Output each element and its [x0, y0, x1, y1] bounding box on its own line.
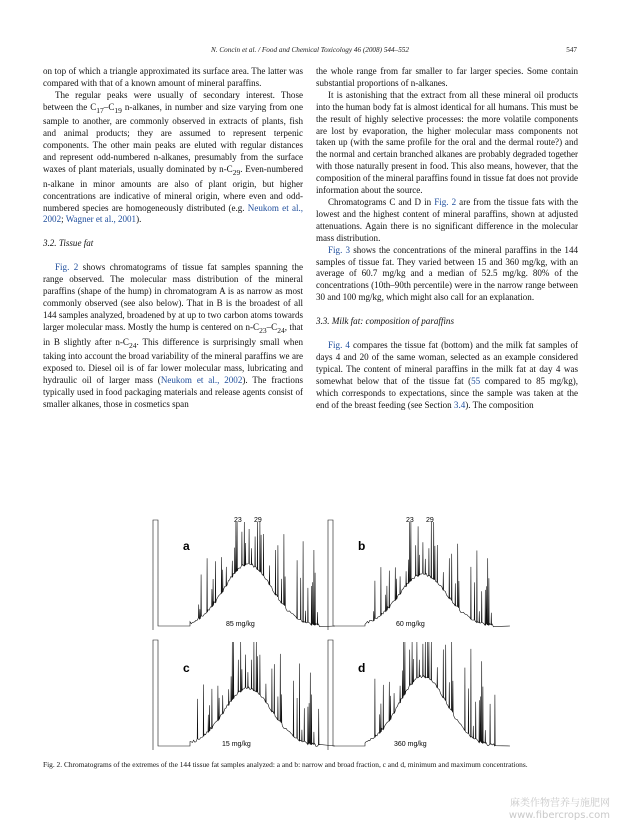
citation-link[interactable]: Neukom et al., 2002 [43, 202, 303, 225]
watermark-line: www.fibercrops.com [508, 810, 610, 821]
running-title: N. Concin et al. / Food and Chemical Toxicology 46 (2008) 544–552 [211, 46, 409, 54]
chromatogram-panel-d [328, 640, 510, 750]
watermark-line: 麻类作物营养与施肥网 [510, 798, 610, 809]
paragraph: the whole range from far smaller to far larger species. Some contain substantial proportions of n-alkanes. [316, 66, 578, 88]
left-column [43, 66, 303, 411]
peak-label-23: 23 [406, 517, 414, 524]
right-column [316, 66, 578, 411]
chromatogram-trace [328, 640, 510, 750]
chromatogram-trace [153, 640, 335, 750]
section-heading: 3.3. Milk fat: composition of paraffins [316, 316, 454, 327]
paragraph: on top of which a triangle approximated its surface area. The latter was compared with that of a known amount of mineral paraffins. [43, 66, 303, 88]
peak-label-29: 29 [426, 517, 434, 524]
figure-caption: Fig. 2. Chromatograms of the extremes of the 144 tissue fat samples analyzed: a and b: narrow and broad fraction, c and d, minimum and maximum concentrations. [43, 760, 528, 769]
panel-letter: a [183, 539, 190, 553]
citation-link[interactable]: Neukom et al., 2002 [160, 375, 243, 386]
figure-2 [150, 512, 550, 757]
panel-concentration: 360 mg/kg [394, 741, 427, 748]
chromatogram-panel-c [153, 640, 335, 750]
paragraph: The regular peaks were usually of secondary interest. Those between the $C_{17}-C_{19}$ n-alkanes, in number and size varying from one sample to another, are commonly observed in extracts of plants, fish and animal products; they are assumed to represent terpenic components. The other main peaks are eluted with regular distances and represent odd-numbered n-alkanes, presumably from the surface waxes of plant materials, usually dominated by $n-C_{29}$. Even-numbered n-alkane in minor amounts are also of plant origin, but higher concentrations are indicative of mineral origin, where even and odd-numbered species are homogeneously distributed (e.g. Neukom et al., 2002; Wagner et al., 2001). [43, 89, 303, 225]
paragraph: It is astonishing that the extract from all these mineral oil products into the human body fat is almost identical for all humans. This must be the result of highly selective processes: the more volatile components are lost by evaporation, the higher molecular mass components not taken up (with the same profile for the oral and the dermal route?) and the normal and certain branched alkanes are probably degraded together with those naturally present in food. This also means, however, that the composition of the mineral paraffins found in tissue fat does not provide information about the source. [316, 89, 578, 196]
chromatogram-trace [153, 520, 335, 630]
chromatogram-panel-b [328, 517, 510, 630]
section-link[interactable]: 3.4 [453, 399, 466, 410]
chromatogram-trace [328, 520, 510, 630]
paragraph: Fig. 2 shows chromatograms of tissue fat samples spanning the range observed. The molecular mass distribution of the mineral paraffins (shape of the hump) in chromatogram A is as narrow as most commonly observed (see also below). That in B is the broadest of all 144 samples analyzed, broadened by at up to two carbon atoms towards larger molecular mass. Mostly the hump is centered on $n-C_{23}-C_{24}$, that in B slightly after $n-C_{24}$. This difference is surprisingly small when taking into account the broad variability of the mineral paraffins we are exposed to. Diesel oil is of far lower molecular mass, lubricating and hydraulic oil of larger mass (Neukom et al., 2002). The fractions typically used in food packaging materials and release agents consist of smaller alkanes, those in cosmetics span [43, 262, 303, 409]
watermark [509, 798, 610, 822]
paragraph: Fig. 3 shows the concentrations of the mineral paraffins in the 144 samples of tissue fat. They varied between 15 and 360 mg/kg, with an average of 60.7 mg/kg and a median of 52.5 mg/kg. 80% of the concentrations (10th–90th percentile) were in the narrow range between 30 and 100 mg/kg, which might also call for an explanation. [316, 244, 578, 303]
panel-concentration: 85 mg/kg [226, 621, 255, 628]
panel-letter: c [183, 661, 190, 675]
figure-link[interactable]: Fig. 4 [328, 340, 350, 351]
citation-link[interactable]: 55 [471, 375, 481, 386]
figure-link[interactable]: Fig. 3 [328, 244, 351, 255]
panel-concentration: 60 mg/kg [396, 621, 425, 628]
figure-link[interactable]: Fig. 2 [55, 262, 79, 273]
paragraph: Fig. 4 compares the tissue fat (bottom) and the milk fat samples of days 4 and 20 of the same woman, selected as an example considered typical. The content of mineral paraffins in the milk fat at day 4 was somewhat below that of the tissue fat (55 compared to 85 mg/kg), which corresponds to expectations, since the sample was taken at the end of the breast feeding (see Section 3.4). The composition [316, 340, 578, 410]
paragraph: Chromatograms C and D in Fig. 2 are from the tissue fats with the lowest and the highest content of mineral paraffins, shown at adjusted attenuations. Again there is no significant difference in the molecular mass distribution. [316, 196, 578, 243]
panel-letter: b [358, 539, 366, 553]
section-heading: 3.2. Tissue fat [43, 238, 94, 249]
figure-link[interactable]: Fig. 2 [434, 196, 457, 207]
peak-label-29: 29 [254, 517, 262, 524]
chromatogram-panel-a [153, 517, 335, 630]
panel-concentration: 15 mg/kg [222, 741, 251, 748]
peak-label-23: 23 [234, 517, 242, 524]
panel-letter: d [358, 661, 366, 675]
citation-link[interactable]: Wagner et al., 2001 [65, 214, 137, 225]
page-number: 547 [566, 46, 577, 54]
chromatogram-figure [150, 512, 550, 757]
